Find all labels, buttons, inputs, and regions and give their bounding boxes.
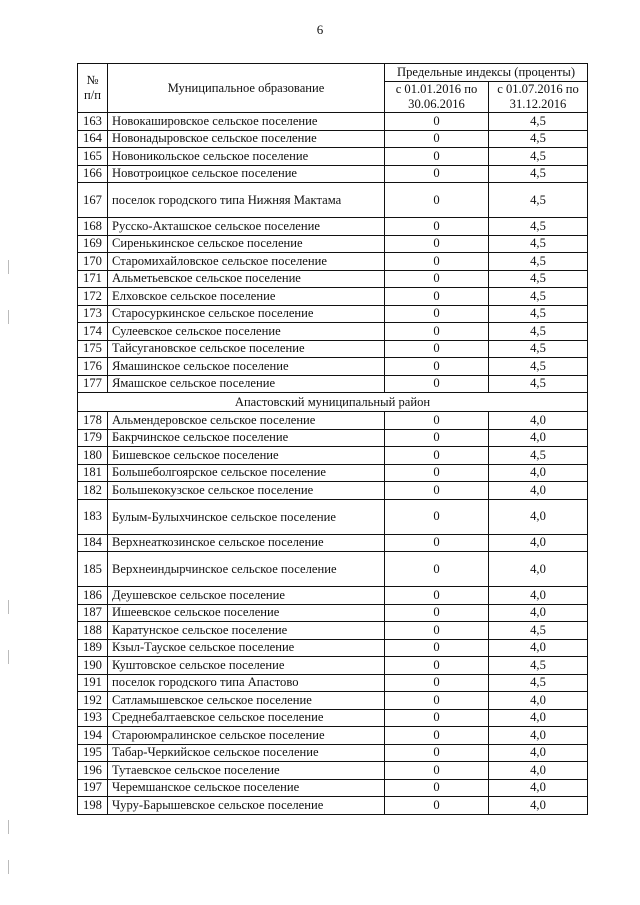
header-period-1: с 01.01.2016 по 30.06.2016 xyxy=(385,82,489,113)
row-index-period-2: 4,5 xyxy=(489,657,588,675)
table-row xyxy=(78,358,588,376)
table-row xyxy=(78,499,588,534)
row-number: 177 xyxy=(78,375,108,393)
row-index-period-1: 0 xyxy=(385,499,489,534)
row-municipality: Среднебалтаевское сельское поселение xyxy=(108,709,385,727)
row-index-period-1: 0 xyxy=(385,183,489,218)
row-index-period-1: 0 xyxy=(385,622,489,640)
row-index-period-2: 4,5 xyxy=(489,622,588,640)
row-municipality: Ямашинское сельское поселение xyxy=(108,358,385,376)
table-row xyxy=(78,447,588,465)
row-municipality: Кзыл-Тауское сельское поселение xyxy=(108,639,385,657)
row-index-period-2: 4,0 xyxy=(489,744,588,762)
row-number: 189 xyxy=(78,639,108,657)
table-row xyxy=(78,639,588,657)
table-row xyxy=(78,692,588,710)
row-index-period-2: 4,0 xyxy=(489,779,588,797)
row-index-period-2: 4,5 xyxy=(489,305,588,323)
table-row xyxy=(78,657,588,675)
row-index-period-1: 0 xyxy=(385,762,489,780)
row-municipality: Куштовское сельское поселение xyxy=(108,657,385,675)
table-row xyxy=(78,130,588,148)
row-index-period-1: 0 xyxy=(385,639,489,657)
row-number: 167 xyxy=(78,183,108,218)
table-row xyxy=(78,235,588,253)
row-municipality: Булым-Булыхчинское сельское поселение xyxy=(108,499,385,534)
table-row xyxy=(78,165,588,183)
row-number: 193 xyxy=(78,709,108,727)
table-row xyxy=(78,148,588,166)
table-row xyxy=(78,464,588,482)
row-number: 163 xyxy=(78,113,108,131)
row-municipality: поселок городского типа Нижняя Мактама xyxy=(108,183,385,218)
row-index-period-1: 0 xyxy=(385,482,489,500)
district-section xyxy=(78,393,588,412)
row-index-period-1: 0 xyxy=(385,412,489,430)
row-number: 196 xyxy=(78,762,108,780)
table-row xyxy=(78,622,588,640)
table-row xyxy=(78,218,588,236)
row-municipality: Табар-Черкийское сельское поселение xyxy=(108,744,385,762)
row-index-period-1: 0 xyxy=(385,692,489,710)
table-row xyxy=(78,604,588,622)
row-municipality: Новотроицкое сельское поселение xyxy=(108,165,385,183)
row-index-period-2: 4,0 xyxy=(489,639,588,657)
row-index-period-1: 0 xyxy=(385,148,489,166)
row-index-period-2: 4,5 xyxy=(489,323,588,341)
table-row xyxy=(78,113,588,131)
row-index-period-1: 0 xyxy=(385,779,489,797)
row-number: 168 xyxy=(78,218,108,236)
indices-table xyxy=(77,63,588,815)
row-number: 175 xyxy=(78,340,108,358)
row-index-period-1: 0 xyxy=(385,657,489,675)
row-number: 194 xyxy=(78,727,108,745)
row-number: 173 xyxy=(78,305,108,323)
header-name: Муниципальное образование xyxy=(108,64,385,113)
row-number: 170 xyxy=(78,253,108,271)
header-indices: Предельные индексы (проценты) xyxy=(385,64,588,82)
row-index-period-2: 4,0 xyxy=(489,587,588,605)
row-municipality: Большеболгоярское сельское поселение xyxy=(108,464,385,482)
row-index-period-2: 4,0 xyxy=(489,692,588,710)
row-municipality: Сатламышевское сельское поселение xyxy=(108,692,385,710)
row-index-period-1: 0 xyxy=(385,130,489,148)
row-number: 179 xyxy=(78,429,108,447)
table-row xyxy=(78,305,588,323)
row-index-period-2: 4,5 xyxy=(489,148,588,166)
row-number: 166 xyxy=(78,165,108,183)
row-index-period-1: 0 xyxy=(385,375,489,393)
row-number: 169 xyxy=(78,235,108,253)
row-number: 184 xyxy=(78,534,108,552)
table-row xyxy=(78,762,588,780)
row-index-period-1: 0 xyxy=(385,429,489,447)
row-municipality: Тутаевское сельское поселение xyxy=(108,762,385,780)
row-number: 164 xyxy=(78,130,108,148)
row-number: 198 xyxy=(78,797,108,815)
row-index-period-1: 0 xyxy=(385,464,489,482)
row-index-period-1: 0 xyxy=(385,447,489,465)
row-index-period-1: 0 xyxy=(385,674,489,692)
header-period-2: с 01.07.2016 по 31.12.2016 xyxy=(489,82,588,113)
row-index-period-2: 4,0 xyxy=(489,482,588,500)
row-index-period-1: 0 xyxy=(385,288,489,306)
row-index-period-1: 0 xyxy=(385,797,489,815)
row-municipality: Сиренькинское сельское поселение xyxy=(108,235,385,253)
table-row xyxy=(78,674,588,692)
row-municipality: Бишевское сельское поселение xyxy=(108,447,385,465)
row-index-period-1: 0 xyxy=(385,604,489,622)
row-index-period-2: 4,5 xyxy=(489,375,588,393)
row-number: 172 xyxy=(78,288,108,306)
row-index-period-2: 4,0 xyxy=(489,552,588,587)
row-index-period-2: 4,5 xyxy=(489,447,588,465)
row-index-period-2: 4,5 xyxy=(489,358,588,376)
row-municipality: Русско-Акташское сельское поселение xyxy=(108,218,385,236)
row-index-period-1: 0 xyxy=(385,587,489,605)
row-number: 178 xyxy=(78,412,108,430)
row-number: 192 xyxy=(78,692,108,710)
row-number: 176 xyxy=(78,358,108,376)
table-row xyxy=(78,253,588,271)
row-municipality: Верхнеиндырчинское сельское поселение xyxy=(108,552,385,587)
table-row xyxy=(78,587,588,605)
row-municipality: Старомихайловское сельское поселение xyxy=(108,253,385,271)
row-index-period-2: 4,5 xyxy=(489,183,588,218)
row-number: 180 xyxy=(78,447,108,465)
row-index-period-1: 0 xyxy=(385,218,489,236)
row-number: 182 xyxy=(78,482,108,500)
row-index-period-1: 0 xyxy=(385,270,489,288)
row-municipality: Тайсугановское сельское поселение xyxy=(108,340,385,358)
row-index-period-1: 0 xyxy=(385,323,489,341)
row-index-period-2: 4,0 xyxy=(489,464,588,482)
row-municipality: Староюмралинское сельское поселение xyxy=(108,727,385,745)
row-index-period-1: 0 xyxy=(385,165,489,183)
row-number: 171 xyxy=(78,270,108,288)
row-number: 183 xyxy=(78,499,108,534)
row-index-period-2: 4,0 xyxy=(489,604,588,622)
table-row xyxy=(78,429,588,447)
row-municipality: Елховское сельское поселение xyxy=(108,288,385,306)
row-index-period-1: 0 xyxy=(385,340,489,358)
table-row xyxy=(78,744,588,762)
table-row xyxy=(78,323,588,341)
row-municipality: Альметьевское сельское поселение xyxy=(108,270,385,288)
table-row xyxy=(78,270,588,288)
row-index-period-2: 4,0 xyxy=(489,762,588,780)
row-municipality: Старосуркинское сельское поселение xyxy=(108,305,385,323)
table-row xyxy=(78,727,588,745)
table-row xyxy=(78,482,588,500)
row-municipality: Черемшанское сельское поселение xyxy=(108,779,385,797)
table-row xyxy=(78,779,588,797)
table-row xyxy=(78,288,588,306)
scan-edge-marks xyxy=(8,200,10,900)
row-index-period-1: 0 xyxy=(385,113,489,131)
row-municipality: Большекокузское сельское поселение xyxy=(108,482,385,500)
row-number: 187 xyxy=(78,604,108,622)
row-municipality: Каратунское сельское поселение xyxy=(108,622,385,640)
row-municipality: Новоникольское сельское поселение xyxy=(108,148,385,166)
row-index-period-1: 0 xyxy=(385,305,489,323)
row-index-period-1: 0 xyxy=(385,534,489,552)
row-index-period-2: 4,5 xyxy=(489,218,588,236)
district-heading: Апастовский муниципальный район xyxy=(78,393,588,412)
row-index-period-2: 4,0 xyxy=(489,499,588,534)
row-municipality: Альмендеровское сельское поселение xyxy=(108,412,385,430)
row-number: 197 xyxy=(78,779,108,797)
row-index-period-2: 4,5 xyxy=(489,235,588,253)
page-number: 6 xyxy=(316,22,324,37)
row-number: 165 xyxy=(78,148,108,166)
row-number: 191 xyxy=(78,674,108,692)
row-number: 188 xyxy=(78,622,108,640)
row-index-period-1: 0 xyxy=(385,358,489,376)
row-number: 186 xyxy=(78,587,108,605)
row-index-period-1: 0 xyxy=(385,552,489,587)
row-index-period-2: 4,0 xyxy=(489,412,588,430)
row-index-period-2: 4,5 xyxy=(489,113,588,131)
table-row xyxy=(78,412,588,430)
row-index-period-2: 4,0 xyxy=(489,534,588,552)
table-row xyxy=(78,797,588,815)
row-number: 195 xyxy=(78,744,108,762)
row-number: 181 xyxy=(78,464,108,482)
row-index-period-2: 4,0 xyxy=(489,429,588,447)
table-body-part2 xyxy=(78,412,588,815)
table-row xyxy=(78,709,588,727)
row-municipality: Бакрчинское сельское поселение xyxy=(108,429,385,447)
row-municipality: Сулеевское сельское поселение xyxy=(108,323,385,341)
row-index-period-2: 4,5 xyxy=(489,674,588,692)
row-municipality: Чуру-Барышевское сельское поселение xyxy=(108,797,385,815)
row-municipality: Деушевское сельское поселение xyxy=(108,587,385,605)
row-index-period-2: 4,5 xyxy=(489,130,588,148)
row-index-period-2: 4,5 xyxy=(489,340,588,358)
row-index-period-2: 4,5 xyxy=(489,288,588,306)
row-index-period-1: 0 xyxy=(385,709,489,727)
row-index-period-2: 4,5 xyxy=(489,165,588,183)
row-index-period-2: 4,0 xyxy=(489,709,588,727)
row-index-period-2: 4,5 xyxy=(489,270,588,288)
row-index-period-1: 0 xyxy=(385,727,489,745)
row-municipality: Ямашское сельское поселение xyxy=(108,375,385,393)
row-municipality: Новокашировское сельское поселение xyxy=(108,113,385,131)
table-row xyxy=(78,183,588,218)
row-index-period-1: 0 xyxy=(385,235,489,253)
table-row xyxy=(78,340,588,358)
row-index-period-1: 0 xyxy=(385,744,489,762)
row-municipality: поселок городского типа Апастово xyxy=(108,674,385,692)
row-index-period-1: 0 xyxy=(385,253,489,271)
row-index-period-2: 4,0 xyxy=(489,797,588,815)
table-header xyxy=(78,64,588,113)
table-row xyxy=(78,552,588,587)
row-index-period-2: 4,0 xyxy=(489,727,588,745)
row-number: 185 xyxy=(78,552,108,587)
table-row xyxy=(78,375,588,393)
row-number: 174 xyxy=(78,323,108,341)
row-municipality: Ишеевское сельское поселение xyxy=(108,604,385,622)
row-number: 190 xyxy=(78,657,108,675)
row-index-period-2: 4,5 xyxy=(489,253,588,271)
header-num: № п/п xyxy=(78,64,108,113)
table-row xyxy=(78,534,588,552)
table-body-part1 xyxy=(78,113,588,393)
row-municipality: Новонадыровское сельское поселение xyxy=(108,130,385,148)
row-municipality: Верхнеаткозинское сельское поселение xyxy=(108,534,385,552)
